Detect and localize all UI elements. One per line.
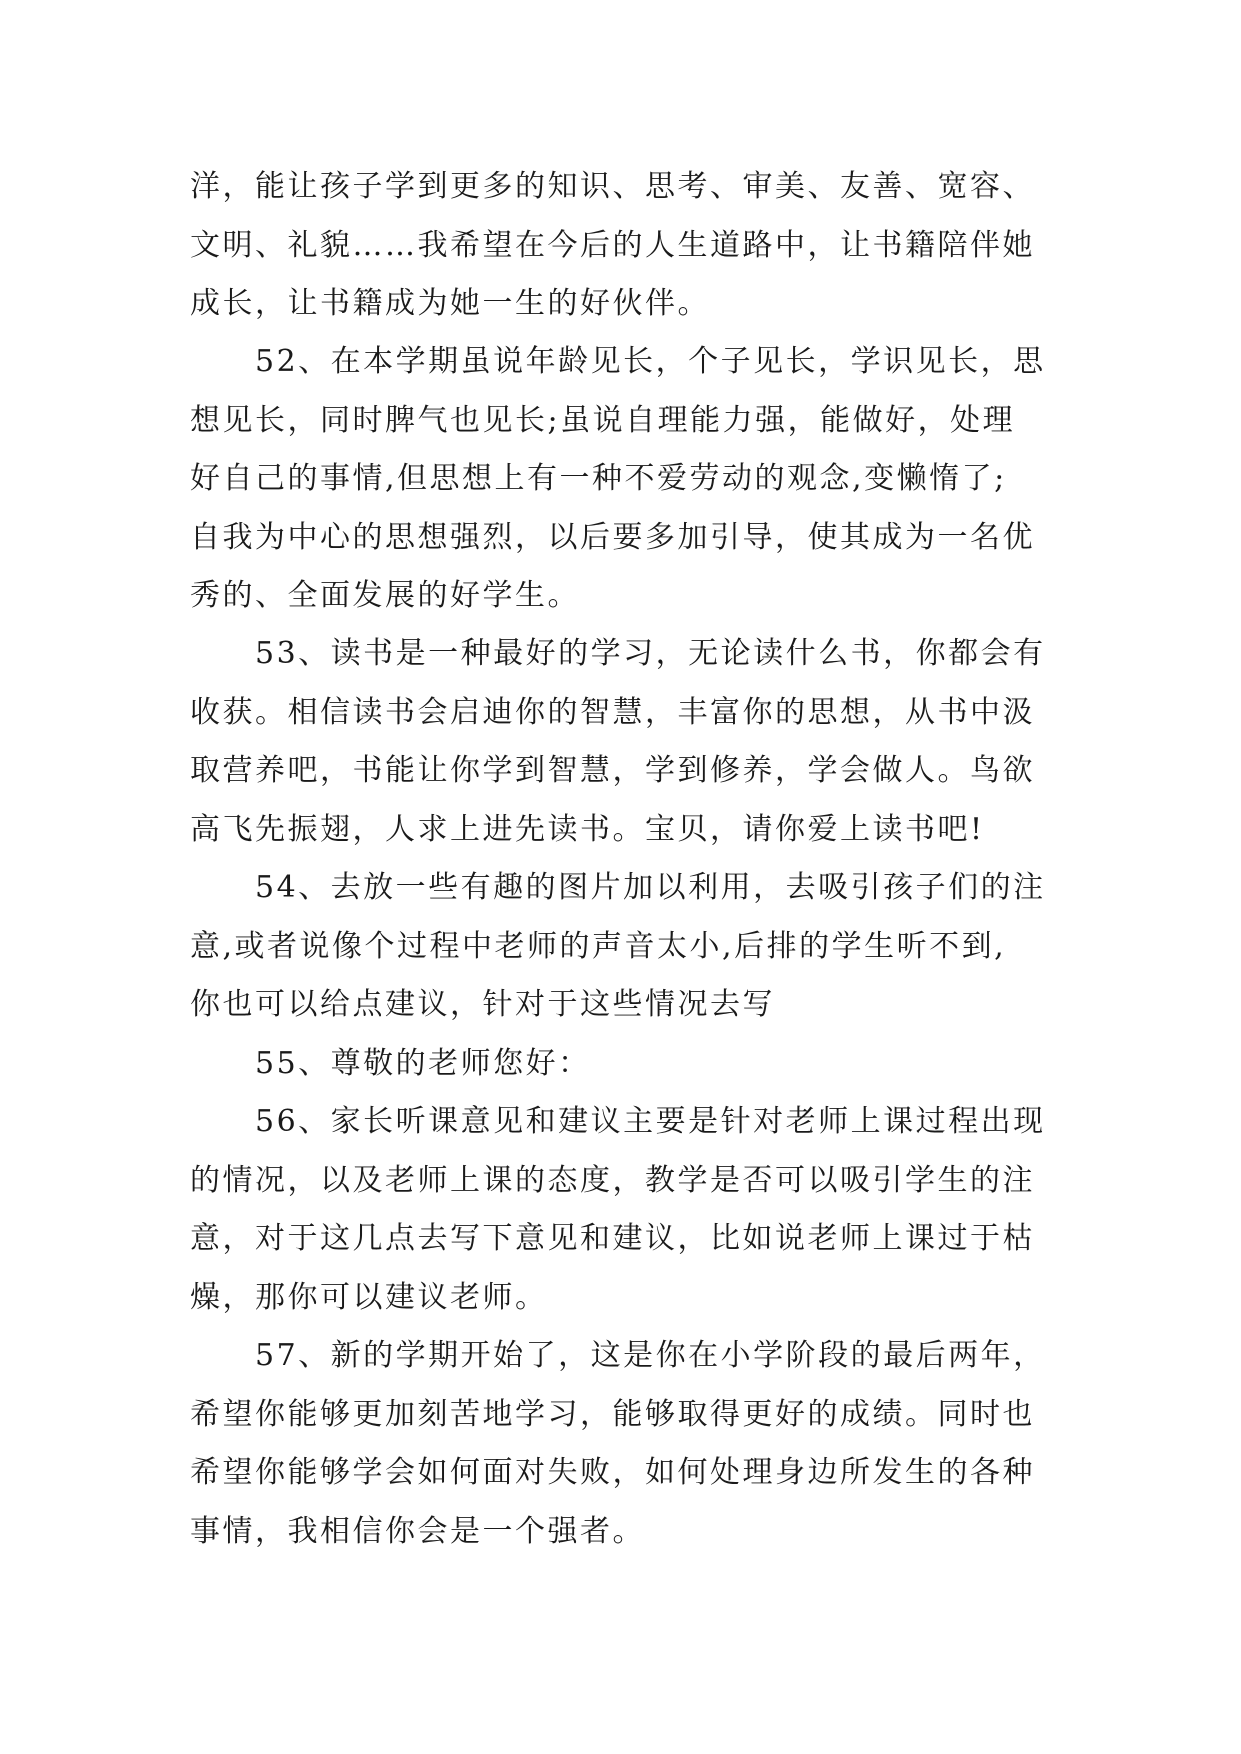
paragraph-item-54: 54、去放一些有趣的图片加以利用，去吸引孩子们的注 意,或者说像个过程中老师的声音太小,后排的学生听不到, 你也可以给点建议，针对于这些情况去写 xyxy=(190,870,1046,1022)
paragraph-item-57: 57、新的学期开始了，这是你在小学阶段的最后两年， 希望你能够更加刻苦地学习，能够取得更好的成绩。同时也 希望你能够学会如何面对失败，如何处理身边所发生的各种 事情，我相信你会是一个强者。 xyxy=(190,1338,1046,1549)
paragraph-continuation: 洋，能让孩子学到更多的知识、思考、审美、友善、宽容、 文明、礼貌……我希望在今后的人生道路中，让书籍陪伴她 成长，让书籍成为她一生的好伙伴。 xyxy=(190,169,1035,321)
paragraph-item-53: 53、读书是一种最好的学习，无论读什么书，你都会有 收获。相信读书会启迪你的智慧，丰富你的思想，从书中汲 取营养吧，书能让你学到智慧，学到修养，学会做人。鸟欲 高飞先振翅，人求上进先读书。宝贝，请你爱上读书吧! xyxy=(190,636,1046,847)
paragraph-item-56: 56、家长听课意见和建议主要是针对老师上课过程出现 的情况，以及老师上课的态度，教学是否可以吸引学生的注 意，对于这几点去写下意见和建议，比如说老师上课过于枯 燥，那你可以建议老师。 xyxy=(190,1104,1046,1315)
paragraph-item-52: 52、在本学期虽说年龄见长，个子见长，学识见长，思 想见长，同时脾气也见长;虽说自理能力强，能做好，处理 好自己的事情,但思想上有一种不爱劳动的观念,变懒惰了; 自我为中心的思想强烈，以后要多加引导，使其成为一名优 秀的、全面发展的好学生。 xyxy=(190,344,1046,613)
paragraph-item-55: 55、尊敬的老师您好： xyxy=(190,1046,591,1081)
